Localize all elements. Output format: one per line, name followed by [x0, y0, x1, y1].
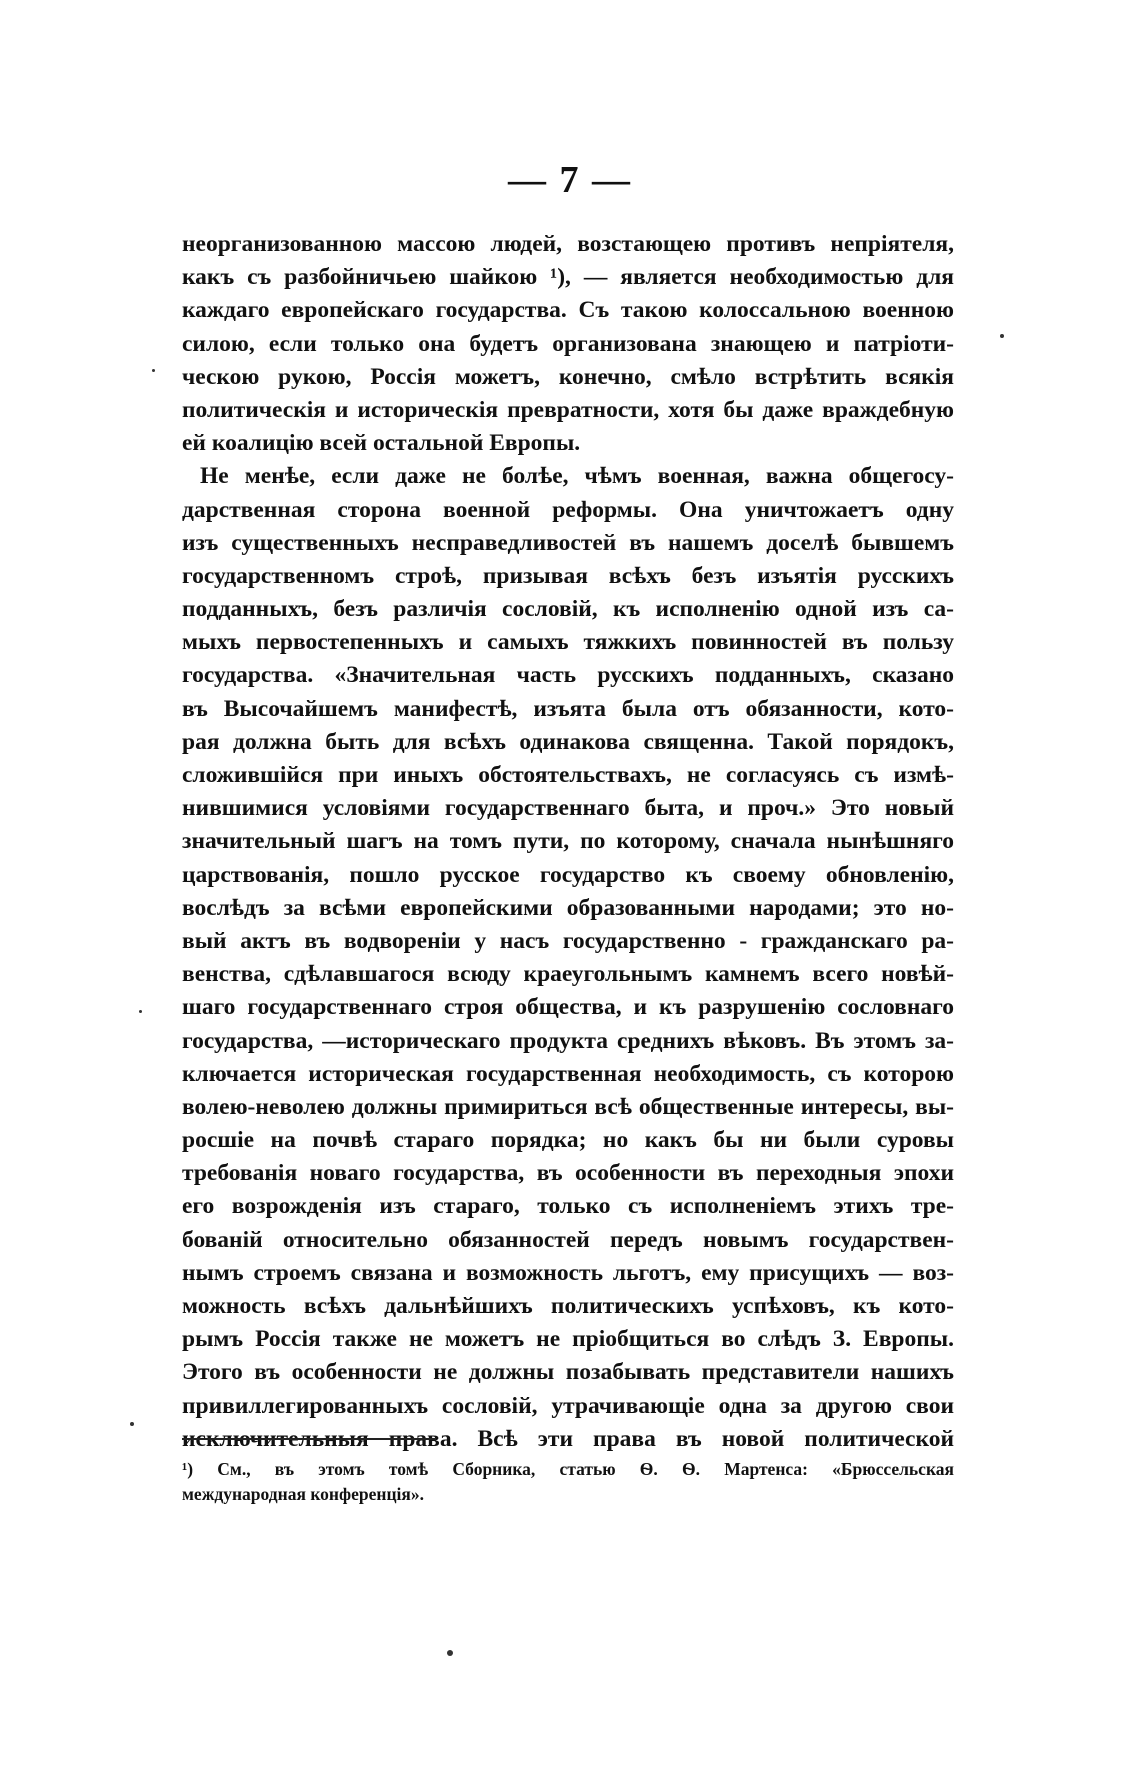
text-line: ключается историческая государственная необходимость, съ которою: [182, 1060, 954, 1087]
text-line: значительный шагъ на томъ пути, по которому, сначала нынѣшняго: [182, 828, 954, 855]
scan-speck: [447, 1650, 453, 1656]
footnote-line: международная конференція».: [182, 1484, 425, 1504]
scan-speck: [130, 1422, 134, 1426]
text-line: венства, сдѣлавшагося всюду краеугольнымъ камнемъ всего новѣй-: [182, 961, 954, 988]
text-line: нымъ строемъ связана и возможность льготъ, ему присущихъ — воз-: [182, 1259, 954, 1286]
text-line: можность всѣхъ дальнѣйшихъ политическихъ успѣховъ, къ кото-: [182, 1293, 954, 1319]
text-line: нившимися условіями государственнаго быта, и проч.» Это новый: [182, 795, 954, 822]
page-number: — 7 —: [508, 159, 632, 201]
text-line: сложившійся при иныхъ обстоятельствахъ, не согласуясь съ измѣ-: [182, 762, 954, 788]
text-line: подданныхъ, безъ различія сословій, къ исполненію одной изъ са-: [182, 596, 954, 623]
text-line: государственномъ строѣ, призывая всѣхъ безъ изъятія русскихъ: [182, 562, 954, 589]
paragraph-1: [182, 228, 954, 460]
text-line: его возрожденія изъ стараго, только съ исполненіемъ этихъ тре-: [182, 1193, 954, 1220]
footnote-divider: [182, 1438, 436, 1440]
text-line: Не менѣе, если даже не болѣе, чѣмъ военная, важна общегосу-: [200, 463, 954, 490]
paragraph-2: [182, 460, 954, 1456]
text-line: каждаго европейскаго государства. Съ такою колоссальною военною: [182, 297, 954, 324]
text-line: государства, —историческаго продукта среднихъ вѣковъ. Въ этомъ за-: [182, 1027, 954, 1054]
scan-speck: [152, 369, 155, 372]
text-line: Этого въ особенности не должны позабывать представители нашихъ: [182, 1359, 954, 1386]
text-line: государства. «Значительная часть русскихъ подданныхъ, сказано: [182, 662, 954, 689]
text-line: неорганизованною массою людей, возстающею противъ непріятеля,: [182, 231, 954, 257]
text-line: требованія новаго государства, въ особенности въ переходныя эпохи: [182, 1160, 954, 1187]
scan-speck: [1000, 334, 1004, 338]
text-line: волею-неволею должны примириться всѣ общественные интересы, вы-: [182, 1093, 954, 1120]
scan-speck: [139, 1010, 142, 1013]
text-line: силою, если только она будетъ организована знающею и патріоти-: [182, 330, 954, 357]
text-line: исключительныя права. Всѣ эти права въ новой политической: [182, 1425, 954, 1452]
text-line: росшіе на почвѣ стараго порядка; но какъ бы ни были суровы: [182, 1127, 954, 1154]
text-line: ческою рукою, Россія можетъ, конечно, смѣло встрѣтить всякія: [182, 363, 954, 390]
body-text: [182, 228, 954, 1456]
text-line: рымъ Россія также не можетъ не пріобщиться во слѣдъ З. Европы.: [182, 1326, 954, 1353]
text-line: въ Высочайшемъ манифестѣ, изъята была отъ обязанности, кото-: [182, 695, 954, 722]
text-line: царствованія, пошло русское государство къ своему обновленію,: [182, 861, 954, 888]
text-line: рая должна быть для всѣхъ одинакова священна. Такой порядокъ,: [182, 728, 954, 755]
text-line: шаго государственнаго строя общества, и къ разрушенію сословнаго: [182, 994, 954, 1021]
text-line: изъ существенныхъ несправедливостей въ нашемъ доселѣ бывшемъ: [182, 529, 954, 556]
text-line: ей коалицію всей остальной Европы.: [182, 430, 581, 457]
text-line: политическія и историческія превратности, хотя бы даже враждебную: [182, 396, 954, 423]
footnote: [182, 1457, 954, 1507]
text-line: бованій относительно обязанностей передъ новымъ государствен-: [182, 1226, 954, 1253]
text-line: дарственная сторона военной реформы. Она уничтожаетъ одну: [182, 496, 954, 523]
footnote-line: ¹) См., въ этомъ томѣ Сборника, статью Ѳ. Ѳ. Мартенса: «Брюссельская: [182, 1459, 954, 1479]
text-line: привиллегированныхъ сословій, утрачивающіе одна за другою свои: [182, 1392, 954, 1419]
text-line: вослѣдъ за всѣми европейскими образованными народами; это но-: [182, 894, 954, 921]
text-line: какъ съ разбойничьею шайкою ¹), — является необходимостью для: [182, 264, 954, 291]
text-line: вый актъ въ водвореніи у насъ государственно - гражданскаго ра-: [182, 927, 954, 954]
text-line: мыхъ первостепенныхъ и самыхъ тяжкихъ повинностей въ пользу: [182, 629, 954, 656]
